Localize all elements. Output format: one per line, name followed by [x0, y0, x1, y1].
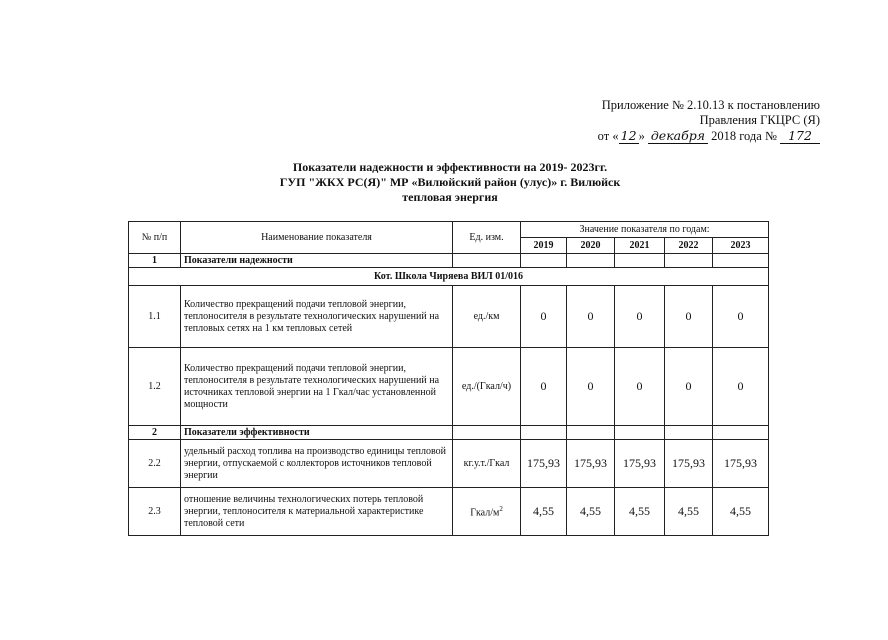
header-year: 2021	[615, 238, 665, 254]
row-unit: ед./км	[453, 286, 521, 348]
object-title: Кот. Школа Чиряева ВИЛ 01/016	[129, 268, 769, 286]
row-value: 0	[567, 348, 615, 426]
handwritten-day: 12	[619, 128, 639, 144]
table-row	[129, 348, 769, 426]
section-title: Показатели надежности	[181, 254, 453, 268]
indicators-table	[128, 221, 769, 536]
row-num: 1.2	[129, 348, 181, 426]
section-row	[129, 426, 769, 440]
row-value: 4,55	[521, 488, 567, 536]
row-value: 175,93	[567, 440, 615, 488]
title-line-1: Показатели надежности и эффективности на 2019- 2023гг.	[292, 160, 608, 174]
row-value: 4,55	[713, 488, 769, 536]
document-header	[520, 98, 820, 144]
row-value: 175,93	[521, 440, 567, 488]
row-value: 0	[615, 348, 665, 426]
header-year: 2020	[567, 238, 615, 254]
row-value: 0	[665, 348, 713, 426]
row-value: 175,93	[665, 440, 713, 488]
header-num: № п/п	[129, 222, 181, 254]
object-row	[129, 268, 769, 286]
section-title: Показатели эффективности	[181, 426, 453, 440]
row-value: 0	[521, 348, 567, 426]
row-value: 0	[713, 286, 769, 348]
row-value: 175,93	[615, 440, 665, 488]
section-num: 2	[129, 426, 181, 440]
unit-superscript: 2	[499, 504, 503, 513]
section-num: 1	[129, 254, 181, 268]
row-unit: кг.у.т./Гкал	[453, 440, 521, 488]
year-text: 2018 года №	[711, 129, 777, 143]
row-num: 2.2	[129, 440, 181, 488]
row-value: 4,55	[567, 488, 615, 536]
section-row	[129, 254, 769, 268]
handwritten-month: декабря	[648, 128, 708, 144]
header-unit: Ед. изм.	[453, 222, 521, 254]
date-number-line	[520, 128, 820, 144]
unit-text: Гкал/м	[470, 507, 500, 519]
row-value: 0	[567, 286, 615, 348]
row-unit	[453, 488, 521, 536]
row-indicator: отношение величины технологических потерь тепловой энергии, теплоносителя к материальной характеристике тепловой сети	[181, 488, 453, 536]
header-values-group: Значение показателя по годам:	[521, 222, 769, 238]
row-value: 0	[521, 286, 567, 348]
date-quote: »	[638, 129, 645, 143]
header-name: Наименование показателя	[181, 222, 453, 254]
row-unit: ед./(Гкал/ч)	[453, 348, 521, 426]
row-value: 4,55	[615, 488, 665, 536]
title-line-2: ГУП "ЖКХ РС(Я)" МР «Вилюйский район (улус)» г. Вилюйск	[279, 175, 621, 189]
table-row	[129, 488, 769, 536]
row-value: 4,55	[665, 488, 713, 536]
row-indicator: удельный расход топлива на производство единицы тепловой энергии, отпускаемой с коллекторов источников тепловой энергии	[181, 440, 453, 488]
row-num: 2.3	[129, 488, 181, 536]
header-year: 2023	[713, 238, 769, 254]
row-value: 0	[615, 286, 665, 348]
header-year: 2019	[521, 238, 567, 254]
row-value: 0	[665, 286, 713, 348]
table-row	[129, 286, 769, 348]
title-line-3: тепловая энергия	[402, 190, 498, 204]
row-value: 0	[713, 348, 769, 426]
header-year: 2022	[665, 238, 713, 254]
row-num: 1.1	[129, 286, 181, 348]
date-prefix: от «	[597, 129, 619, 143]
appendix-line: Приложение № 2.10.13 к постановлению	[601, 98, 820, 112]
row-indicator: Количество прекращений подачи тепловой энергии, теплоносителя в результате технологических нарушений на источниках тепловой энергии на 1 Гкал/час установленной мощности	[181, 348, 453, 426]
document-title	[130, 160, 770, 205]
table-row	[129, 440, 769, 488]
row-value: 175,93	[713, 440, 769, 488]
handwritten-number: 172	[780, 128, 820, 144]
authority-line: Правления ГКЦРС (Я)	[699, 113, 820, 127]
row-indicator: Количество прекращений подачи тепловой энергии, теплоносителя в результате технологических нарушений на тепловых сетях на 1 км тепловых сетей	[181, 286, 453, 348]
